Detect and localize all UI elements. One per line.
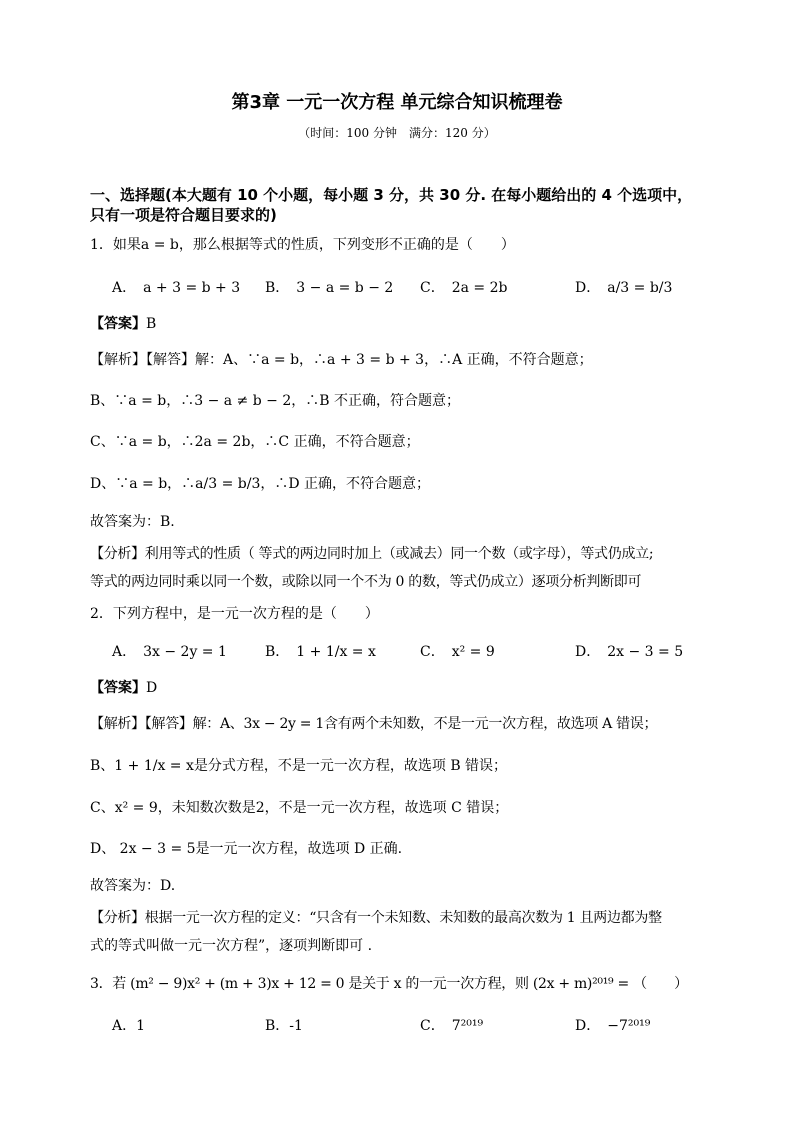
exam-time-score: （时间：100 分钟 满分：120 分） xyxy=(298,126,496,140)
question-3-option-c: C． 7²⁰¹⁹ xyxy=(420,1018,484,1034)
question-1-stem: 1．如果a = b，那么根据等式的性质，下列变形不正确的是（ ） xyxy=(90,237,515,253)
section-heading: 一、选择题(本大题有 10 个小题，每小题 3 分，共 30 分. 在每小题给出的 4 个选项中， xyxy=(90,186,693,204)
question-2-option-a: A． 3x − 2y = 1 xyxy=(112,644,227,660)
question-3-option-b: B．-1 xyxy=(265,1018,303,1034)
question-2-analysis-1: 【解析】【解答】解：A、3x − 2y = 1含有两个未知数，不是一元一次方程，故选项 A 错误； xyxy=(90,716,658,732)
question-1-option-c: C． 2a = 2b xyxy=(420,280,508,296)
question-1-analysis-1: 【解析】【解答】解：A、∵a = b，∴a + 3 = b + 3，∴A 正确，不符合题意； xyxy=(90,352,593,368)
answer-tag: 【答案】 xyxy=(90,316,146,332)
question-1-conclusion: 故答案为：B. xyxy=(90,514,175,530)
question-3-option-d: D． −7²⁰¹⁹ xyxy=(575,1018,651,1034)
question-1-fenxi-1: 【分析】利用等式的性质（ 等式的两边同时加上（或减去）同一个数（或字母），等式仍成立; xyxy=(90,546,654,562)
page-title: 第3章 一元一次方程 单元综合知识梳理卷 xyxy=(231,92,563,113)
question-2-answer xyxy=(90,677,720,697)
question-1-analysis-3: C、∵a = b，∴2a = 2b，∴C 正确，不符合题意； xyxy=(90,434,420,450)
answer-value: B xyxy=(146,316,157,332)
question-2-analysis-2: B、1 + 1/x = x是分式方程，不是一元一次方程，故选项 B 错误； xyxy=(90,758,508,774)
question-1-fenxi-2: 等式的两边同时乘以同一个数，或除以同一个不为 0 的数，等式仍成立）逐项分析判断即可 xyxy=(90,574,642,590)
answer-value: D xyxy=(146,680,158,696)
question-2-option-c: C． x² = 9 xyxy=(420,644,495,660)
question-1-option-a: A． a + 3 = b + 3 xyxy=(112,280,241,296)
section-heading-cont: 只有一项是符合题目要求的) xyxy=(90,206,277,224)
question-2-analysis-4: D、 2x − 3 = 5是一元一次方程，故选项 D 正确. xyxy=(90,841,403,857)
question-2-stem: 2．下列方程中，是一元一次方程的是（ ） xyxy=(90,606,379,622)
question-1-option-d: D． a/3 = b/3 xyxy=(575,280,673,296)
question-3-stem: 3．若 (m² − 9)x² + (m + 3)x + 12 = 0 是关于 x 的一元一次方程，则 (2x + m)²⁰¹⁹ = （ ） xyxy=(90,976,688,992)
question-1-answer xyxy=(90,313,720,333)
question-2-option-b: B． 1 + 1/x = x xyxy=(265,644,376,660)
question-2-fenxi-1: 【分析】根据一元一次方程的定义：“只含有一个未知数、未知数的最高次数为 1 且两边都为整 xyxy=(90,910,662,926)
question-3-option-a: A．1 xyxy=(112,1018,146,1034)
question-2-analysis-3: C、x² = 9，未知数次数是2，不是一元一次方程，故选项 C 错误； xyxy=(90,800,509,816)
question-2-fenxi-2: 式的等式叫做一元一次方程”，逐项判断即可 . xyxy=(90,938,373,954)
answer-tag: 【答案】 xyxy=(90,680,146,696)
question-1-analysis-4: D、∵a = b，∴a/3 = b/3，∴D 正确，不符合题意； xyxy=(90,476,431,492)
question-2-conclusion: 故答案为：D. xyxy=(90,878,176,894)
question-1-analysis-2: B、∵a = b，∴3 − a ≠ b − 2，∴B 不正确，符合题意； xyxy=(90,393,460,409)
question-1-option-b: B． 3 − a = b − 2 xyxy=(265,280,394,296)
question-2-option-d: D． 2x − 3 = 5 xyxy=(575,644,684,660)
